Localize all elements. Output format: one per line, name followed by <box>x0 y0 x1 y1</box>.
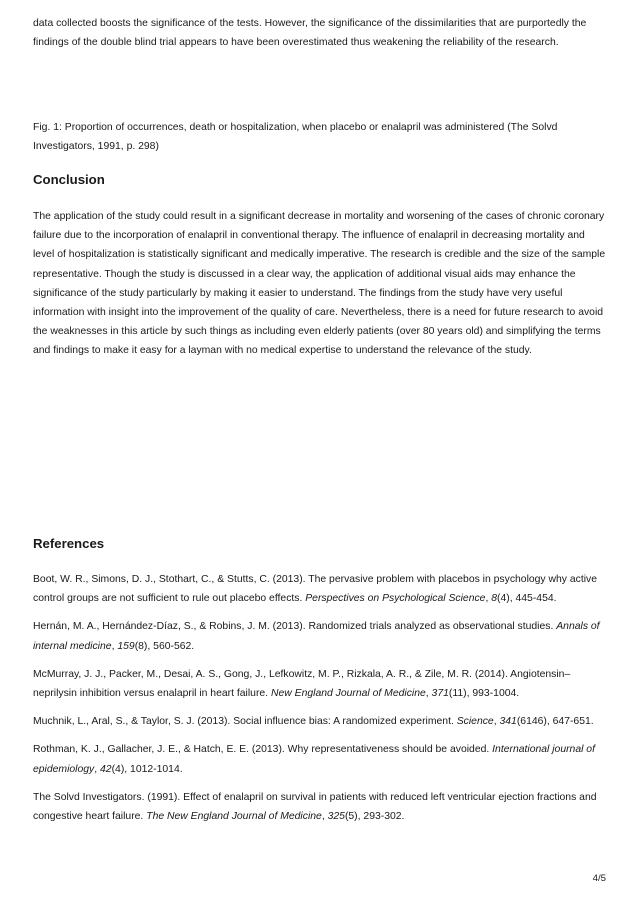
reference-authors-title: Rothman, K. J., Gallacher, J. E., & Hatch, E. E. (2013). Why representativeness should be avoided. <box>33 744 493 756</box>
reference-item <box>33 712 608 731</box>
reference-journal: Perspectives on Psychological Science <box>305 593 486 605</box>
reference-volume: 325 <box>327 811 345 823</box>
reference-journal: The New England Journal of Medicine <box>146 811 322 823</box>
reference-separator: , <box>111 640 118 652</box>
reference-separator: , <box>425 688 432 700</box>
conclusion-paragraph: The application of the study could result in a significant decrease in mortality and worsening of the cases of chronic coronary failure due to the incorporation of enalapril in conventional therapy. The influence of enalapril in decreasing mortality and level of hospitalization is statistically significant and medically imperative. The research is credible and the size of the sample representative. Though the study is discussed in a clear way, the application of additional visual aids may enhance the significance of the study particularly by making it easier to understand. The findings from the study have very useful information with insight into the improvement of the quality of care. Nevertheless, there is a need for future research to avoid the weaknesses in this article by such things as including even elderly patients (over 80 years old) and simplifying the terms and findings to make it easy for a layman with no medical expertise to understand the relevance of the study. <box>33 211 606 357</box>
reference-separator: , <box>493 716 500 728</box>
reference-issue-pages: (4), 445-454. <box>497 593 557 605</box>
reference-volume: 371 <box>431 688 449 700</box>
reference-authors-title: McMurray, J. J., Packer, M., Desai, A. S., Gong, J., Lefkowitz, M. P., Rizkala, A. R., & Zile, M. R. (2014). Angiotensin–neprilysin inhibition versus enalapril in heart failure. <box>33 668 571 700</box>
page-number: 4/5 <box>592 873 606 884</box>
reference-journal: New England Journal of Medicine <box>270 688 426 700</box>
reference-separator: , <box>485 593 492 605</box>
reference-issue-pages: (6146), 647-651. <box>516 716 594 728</box>
reference-authors-title: The Solvd Investigators. (1991). Effect of enalapril on survival in patients with reduced left ventricular ejection fractions and congestive heart failure. <box>33 791 597 823</box>
reference-item <box>33 617 608 655</box>
reference-journal: Science <box>456 716 494 728</box>
reference-item <box>33 788 608 826</box>
reference-item <box>33 570 608 608</box>
reference-issue-pages: (5), 293-302. <box>344 811 405 823</box>
conclusion-heading: Conclusion <box>33 172 105 187</box>
reference-volume: 159 <box>117 640 135 652</box>
reference-journal: Annals of internal medicine <box>33 621 600 652</box>
reference-volume: 341 <box>499 716 517 728</box>
document-page <box>33 0 608 903</box>
reference-journal: International journal of epidemiology <box>33 744 595 775</box>
reference-separator: , <box>321 811 328 823</box>
reference-authors-title: Hernán, M. A., Hernández-Díaz, S., & Robins, J. M. (2013). Randomized trials analyzed as observational studies. <box>33 621 557 633</box>
reference-authors-title: Boot, W. R., Simons, D. J., Stothart, C., & Stutts, C. (2013). The pervasive problem with placebos in psychology why active control groups are not sufficient to rule out placebo effects. <box>33 574 598 605</box>
figure-caption: Fig. 1: Proportion of occurrences, death or hospitalization, when placebo or enalapril was administered (The Solvd Investigators, 1991, p. 298) <box>33 122 558 153</box>
reference-issue-pages: (4), 1012-1014. <box>111 763 183 775</box>
references-heading: References <box>33 536 105 551</box>
references-list <box>33 570 608 826</box>
reference-separator: , <box>94 763 101 775</box>
reference-item <box>33 665 608 703</box>
reference-authors-title: Muchnik, L., Aral, S., & Taylor, S. J. (2013). Social influence bias: A randomized experiment. <box>33 716 457 728</box>
reference-volume: 42 <box>100 763 112 775</box>
reference-issue-pages: (11), 993-1004. <box>448 688 520 700</box>
reference-volume: 8 <box>491 593 498 605</box>
reference-issue-pages: (8), 560-562. <box>134 640 195 652</box>
intro-paragraph: data collected boosts the significance of the tests. However, the significance of the dissimilarities that are purportedly the findings of the double blind trial appears to have been overestimated thus weakening the reliability of the research. <box>33 18 587 49</box>
reference-item <box>33 740 608 778</box>
